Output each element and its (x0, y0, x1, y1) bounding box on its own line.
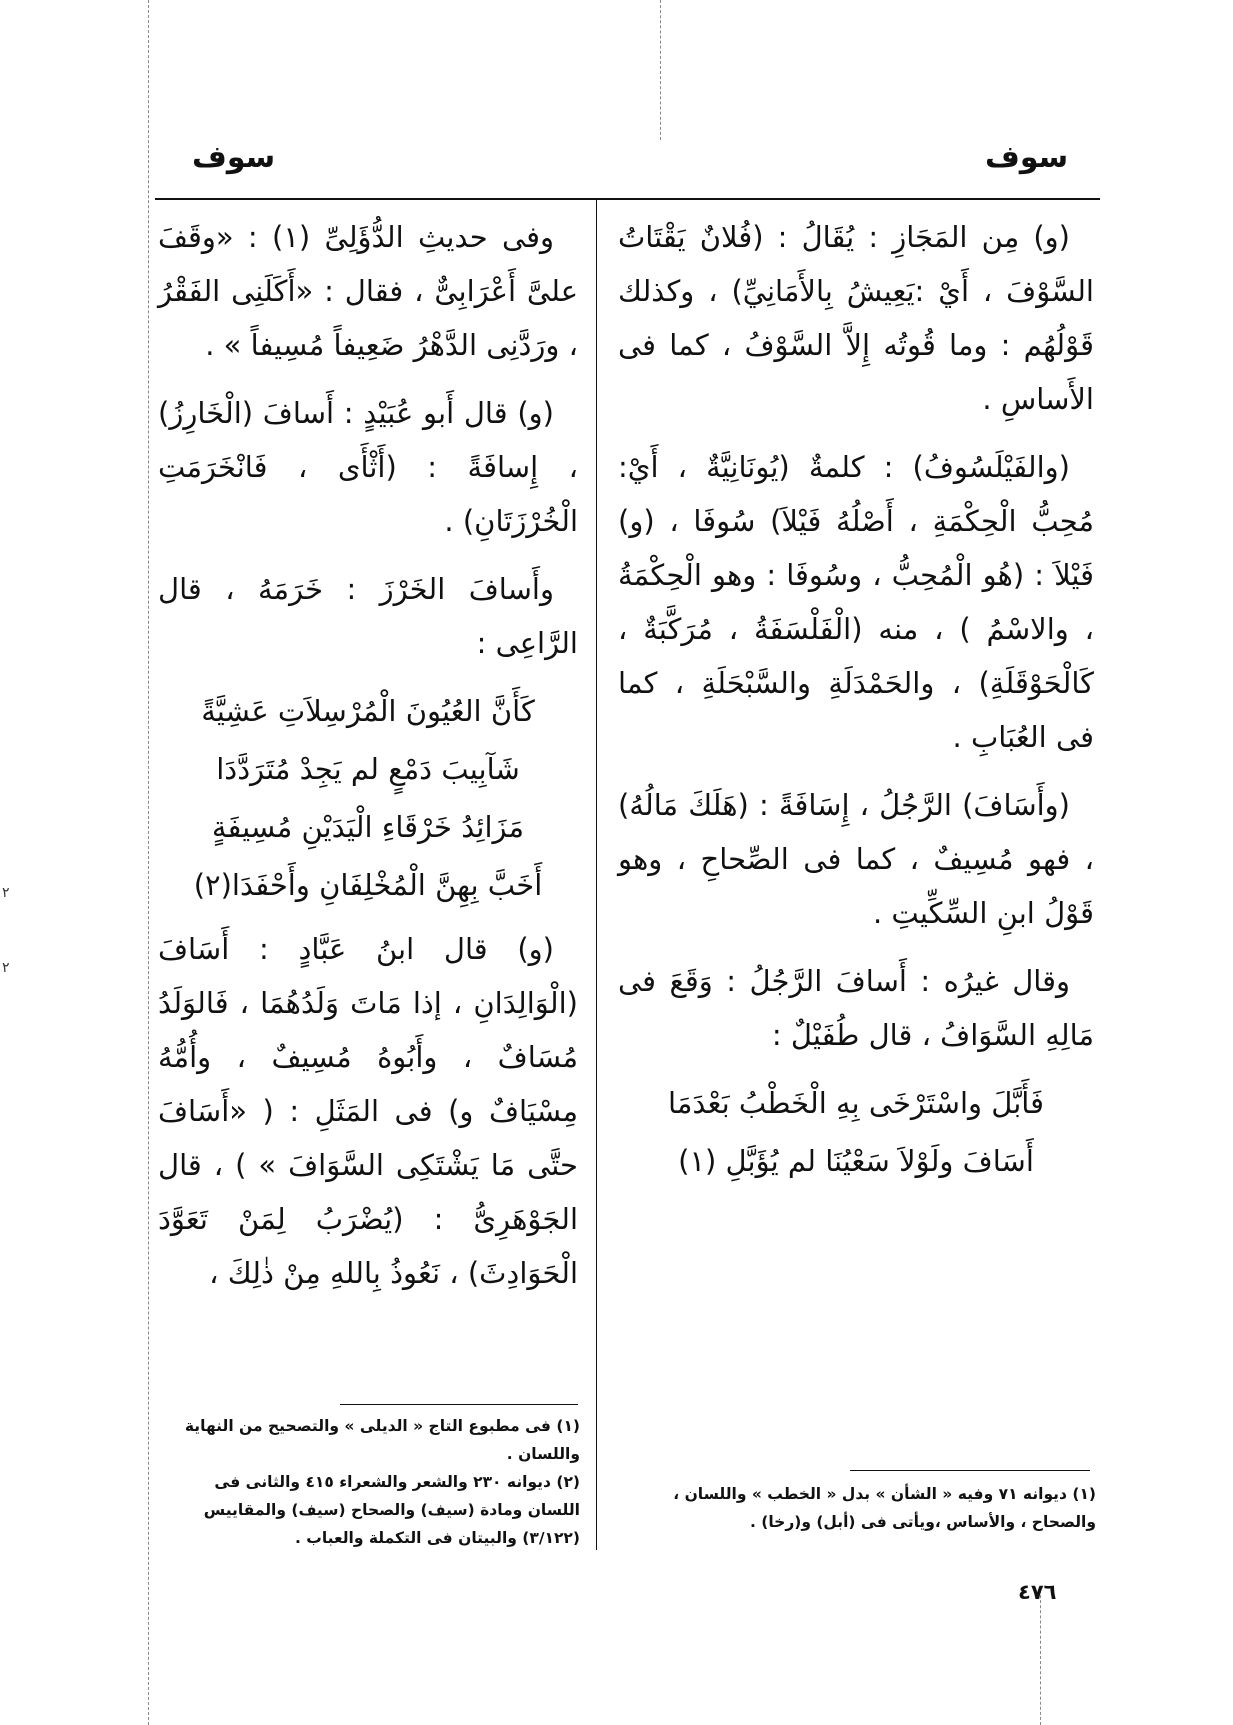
column-divider (596, 200, 597, 1550)
right-column (618, 210, 1094, 1198)
verse-line: أَخَبَّ بِهِنَّ الْمُخْلِفَانِ وأَحْفَدَا(٢) (193, 868, 543, 902)
scan-guide-line (1040, 1590, 1041, 1725)
entry-paragraph: (والفَيْلَسُوفُ) : كلمةٌ (يُونَانِيَّةٌ ، أَيْ: مُحِبُّ الْحِكْمَةِ ، أَصْلُهُ فَيْلاَ) سُوفَا ، (و) فَيْلاَ : (هُو الْمُحِبُّ ، وسُوفَا : وهو الْحِكْمَةُ ، والاسْمُ ) ، منه (الْفَلْسَفَةُ ، مُرَكَّبَةٌ ، كَالْحَوْقَلَةِ) ، والحَمْدَلَةِ والسَّبْحَلَةِ ، كما فى العُبَابِ . (618, 450, 1094, 754)
footnotes-right (620, 1480, 1096, 1536)
footnote: (٢) ديوانه ٢٣٠ والشعر والشعراء ٤١٥ والثانى فى اللسان ومادة (سيف) والصحاح (سيف) والمقاييس (٣/١٢٢) والبيتان فى التكملة والعباب . (203, 1473, 580, 1547)
header-rule (155, 198, 1100, 200)
footnote-rule (340, 1404, 578, 1405)
scan-guide-line (148, 0, 149, 1725)
entry-paragraph: وفى حديثِ الدُّؤَلِىِّ (١) : «وقَفَ علىَّ أَعْرَابِىٌّ ، فقال : «أَكَلَنِى الفَقْرُ ، ورَدَّنِى الدَّهْرُ ضَعِيفاً مُسِيفاً » . (158, 220, 578, 362)
footnote-rule (850, 1470, 1090, 1471)
verse-line: أَسَافَ ولَوْلاَ سَعْيُنَا لم يُؤَبَّلِ (١) (678, 1144, 1034, 1178)
verse-line: فَأَبَّلَ واسْتَرْخَى بِهِ الْخَطْبُ بَعْدَمَا (668, 1086, 1044, 1120)
footnotes-left (160, 1412, 580, 1552)
poem-verse (158, 684, 578, 912)
running-head-left: سوف (192, 140, 276, 175)
entry-paragraph: (وأَسَافَ) الرَّجُلُ ، إِسَافَةً : (هَلَكَ مَالُهُ) ، فهو مُسِيفٌ ، كما فى الصِّحاحِ ، وهو قَوْلُ ابنِ السِّكِّيتِ . (618, 788, 1094, 930)
page-number: ٤٧٦ (1018, 1580, 1057, 1604)
left-column (158, 210, 578, 1314)
footnote: (١) فى مطبوع التاج « الديلى » والتصحيح من النهاية واللسان . (184, 1417, 580, 1463)
entry-paragraph: (و) قال ابنُ عَبَّادٍ : أَسَافَ (الْوَالِدَانِ ، إذا مَاتَ وَلَدُهُمَا ، فَالوَلَدُ مُسَافٌ ، وأَبُوهُ مُسِيفٌ ، وأُمُّهُ مِسْيَافٌ و) فى المَثَلِ : ( «أَسَافَ حتَّى مَا يَشْتَكِى السَّوَافَ » ) ، قال الجَوْهَرِىُّ : (يُضْرَبُ لِمَنْ تَعَوَّدَ الْحَوَادِثَ) ، نَعُوذُ بِاللهِ مِنْ ذٰلِكَ ، (158, 932, 578, 1290)
scan-edge-mark: ٢ (2, 885, 10, 901)
verse-line: مَزَائِدُ خَرْقَاءِ الْيَدَيْنِ مُسِيفَةٍ (211, 810, 525, 844)
verse-line: كَأَنَّ العُيُونَ الْمُرْسِلاَتِ عَشِيَّةً (201, 694, 535, 728)
scan-edge-mark: ٢ (2, 960, 10, 976)
poem-verse (618, 1076, 1094, 1188)
entry-paragraph: (و) قال أَبو عُبَيْدٍ : أَسافَ (الْخَارِزُ) ، إِسافَةً : (أَثْأَى ، فَانْخَرَمَتِ الْخُرْزَتَانِ) . (158, 396, 578, 538)
entry-paragraph: (و) مِن المَجَازِ : يُقَالُ : (فُلانٌ يَقْتَاتُ السَّوْفَ ، أَيْ :يَعِيشُ بِالأَمَانِيِّ) ، وكذلك قَوْلُهُم : وما قُوتُه إِلاَّ السَّوْفُ ، كما فى الأَساسِ . (618, 220, 1094, 416)
running-head-right: سوف (985, 140, 1069, 175)
scan-guide-line (660, 0, 661, 140)
entry-paragraph: وقال غيرُه : أَسافَ الرَّجُلُ : وَقَعَ فى مَالِهِ السَّوَافُ ، قال طُفَيْلٌ : (618, 964, 1094, 1052)
verse-line: شَآبِيبَ دَمْعٍ لم يَجِدْ مُتَرَدَّدَا (216, 752, 520, 786)
footnote: (١) ديوانه ٧١ وفيه « الشأن » بدل « الخطب » واللسان ، والصحاح ، والأساس ،ويأتى فى (أبل) و(رخا) . (673, 1485, 1096, 1531)
entry-paragraph: وأَسافَ الخَرْزَ : خَرَمَهُ ، قال الرَّاعِى : (158, 572, 578, 660)
